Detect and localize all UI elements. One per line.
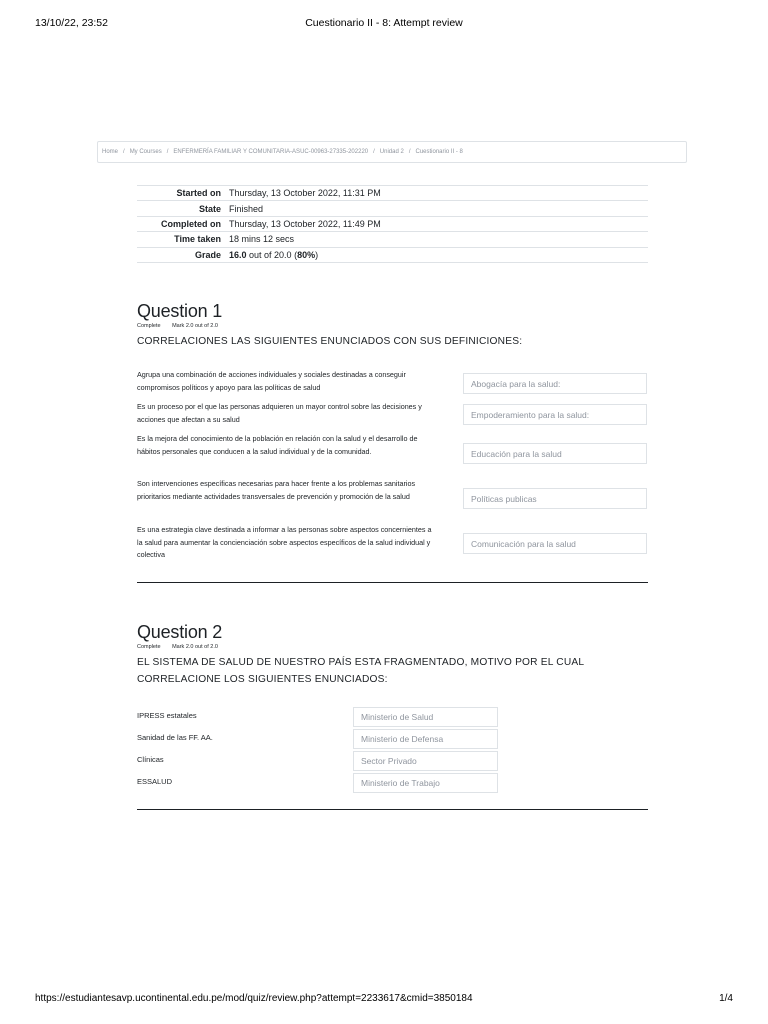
question-1-answer-select[interactable]: Políticas publicas bbox=[463, 488, 647, 509]
breadcrumb bbox=[97, 141, 687, 163]
question-1-answer-select[interactable]: Educación para la salud bbox=[463, 443, 647, 464]
time-taken-value: 18 mins 12 secs bbox=[229, 234, 295, 245]
question-1-stem: Es una estrategia clave destinada a informar a las personas sobre aspectos concernientes a la salud para aumentar la concienciación sobre aspectos específicos de la salud individual y colectiva bbox=[137, 525, 432, 559]
question-divider bbox=[137, 582, 648, 583]
breadcrumb-home[interactable]: Home bbox=[102, 149, 119, 155]
page-number: 1/4 bbox=[719, 993, 733, 1004]
summary-row-grade bbox=[137, 247, 648, 262]
page-url: https://estudiantesavp.ucontinental.edu.pe/mod/quiz/review.php?attempt=2233617&cmid=3850184 bbox=[35, 993, 473, 1004]
question-1-stem: Son intervenciones específicas necesarias para hacer frente a los problemas sanitarios prioritarios mediante actividades transversales de prevención y promoción de la salud bbox=[137, 479, 416, 501]
grade-score: 16.0 bbox=[229, 249, 247, 260]
question-2-status: Complete bbox=[137, 644, 161, 650]
summary-row-completed bbox=[137, 216, 648, 231]
question-1-answer-select[interactable]: Empoderamiento para la salud: bbox=[463, 404, 647, 425]
attempt-summary-table bbox=[137, 185, 648, 263]
question-1-stem: Agrupa una combinación de acciones individuales y sociales destinadas a conseguir compromisos políticos y apoyo para las políticas de salud bbox=[137, 370, 406, 392]
time-taken-label: Time taken bbox=[174, 234, 221, 245]
question-2-title: Question 2 bbox=[137, 622, 223, 642]
breadcrumb-course[interactable]: ENFERMERÍA FAMILIAR Y COMUNITARIA-ASUC-00963-27335-202220 bbox=[173, 149, 369, 155]
question-2-mark: Mark 2.0 out of 2.0 bbox=[172, 644, 218, 650]
grade-percent: 80% bbox=[297, 249, 316, 260]
question-1-status: Complete bbox=[137, 323, 161, 329]
question-2-answer-select[interactable]: Sector Privado bbox=[353, 751, 498, 771]
summary-row-state bbox=[137, 201, 648, 216]
question-2-meta bbox=[137, 644, 648, 650]
question-1 bbox=[137, 301, 648, 559]
breadcrumb-separator: / bbox=[408, 149, 411, 155]
state-value: Finished bbox=[229, 203, 264, 214]
question-1-title: Question 1 bbox=[137, 301, 223, 321]
state-label: State bbox=[198, 203, 221, 214]
grade-out-of: out of 20.0 ( bbox=[246, 249, 298, 260]
question-2-answer-select[interactable]: Ministerio de Trabajo bbox=[353, 773, 498, 793]
question-1-mark: Mark 2.0 out of 2.0 bbox=[172, 323, 218, 329]
question-2-text-line: EL SISTEMA DE SALUD DE NUESTRO PAÍS ESTA FRAGMENTADO, MOTIVO POR EL CUAL bbox=[137, 657, 585, 668]
question-1-meta bbox=[137, 323, 648, 329]
completed-on-label: Completed on bbox=[161, 218, 221, 229]
grade-label: Grade bbox=[194, 249, 221, 260]
summary-row-time bbox=[137, 232, 648, 247]
breadcrumb-my-courses[interactable]: My Courses bbox=[129, 149, 162, 155]
completed-on-value: Thursday, 13 October 2022, 11:49 PM bbox=[229, 218, 381, 229]
question-2-stem: ESSALUD bbox=[137, 777, 173, 786]
question-2-answer-select[interactable]: Ministerio de Defensa bbox=[353, 729, 498, 749]
question-divider bbox=[137, 809, 648, 810]
grade-value bbox=[229, 247, 648, 262]
summary-row-started bbox=[137, 186, 648, 201]
grade-close: ) bbox=[315, 249, 319, 260]
breadcrumb-unit[interactable]: Unidad 2 bbox=[379, 149, 404, 155]
question-2-stem: Clínicas bbox=[137, 755, 164, 764]
breadcrumb-separator: / bbox=[373, 149, 375, 155]
question-2-text bbox=[137, 654, 648, 688]
question-2-answer-select[interactable]: Ministerio de Salud bbox=[353, 707, 498, 727]
question-1-text: CORRELACIONES LAS SIGUIENTES ENUNCIADOS CON SUS DEFINICIONES: bbox=[137, 336, 523, 347]
started-on-value: Thursday, 13 October 2022, 11:31 PM bbox=[229, 188, 381, 199]
question-1-answer-select[interactable]: Comunicación para la salud bbox=[463, 533, 647, 554]
question-1-answer-select[interactable]: Abogacía para la salud: bbox=[463, 373, 647, 394]
breadcrumb-separator: / bbox=[166, 149, 169, 155]
question-2-stem: IPRESS estatales bbox=[137, 711, 197, 720]
print-header bbox=[0, 17, 768, 31]
question-2-text-line: CORRELACIONE LOS SIGUIENTES ENUNCIADOS: bbox=[137, 674, 388, 685]
print-date: 13/10/22, 23:52 bbox=[35, 17, 108, 29]
document-title: Cuestionario II - 8: Attempt review bbox=[305, 17, 463, 29]
question-1-stem: Es la mejora del conocimiento de la población en relación con la salud y el desarrollo de hábitos personales que conducen a la salud individual y de la comunidad. bbox=[137, 434, 418, 456]
breadcrumb-separator: / bbox=[123, 149, 125, 155]
question-2-stem: Sanidad de las FF. AA. bbox=[137, 733, 213, 742]
breadcrumb-quiz[interactable]: Cuestionario II - 8 bbox=[415, 149, 463, 155]
question-1-stem: Es un proceso por el que las personas adquieren un mayor control sobre las decisiones y acciones que afectan a su salud bbox=[137, 402, 422, 424]
started-on-label: Started on bbox=[176, 188, 221, 199]
question-2 bbox=[137, 622, 648, 788]
